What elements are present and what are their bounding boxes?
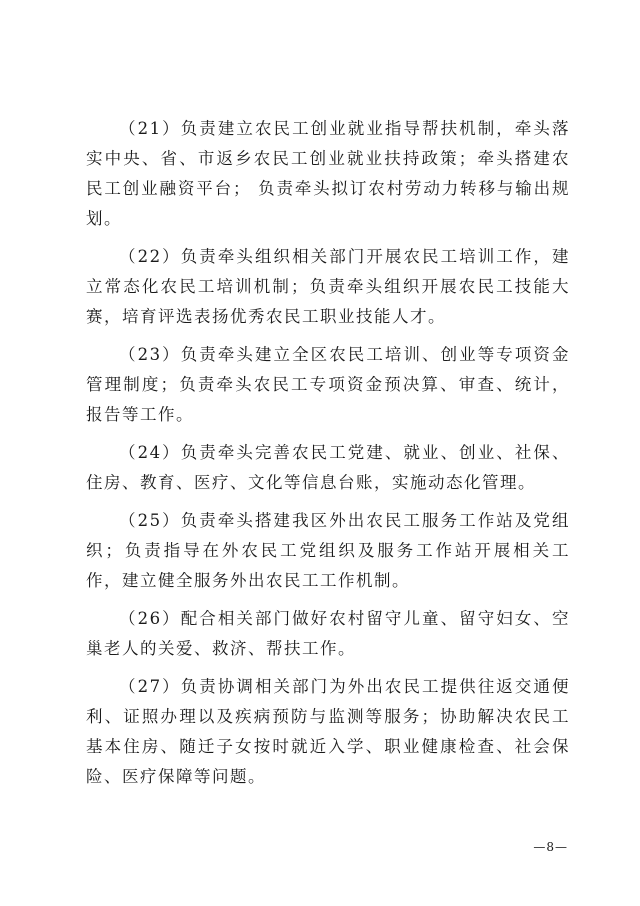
paragraph-21: （21）负责建立农民工创业就业指导帮扶机制，牵头落实中央、省、市返乡农民工创业就业扶持政策；牵头搭建农民工创业融资平台； 负责牵头拟订农村劳动力转移与输出规划。 <box>86 119 570 228</box>
paragraph-23: （23）负责牵头建立全区农民工培训、创业等专项资金管理制度；负责牵头农民工专项资金预决算、审查、统计，报告等工作。 <box>86 345 570 424</box>
paragraph-27: （27）负责协调相关部门为外出农民工提供往返交通便利、证照办理以及疾病预防与监测等服务；协助解决农民工基本住房、随迁子女按时就近入学、职业健康检查、社会保险、医疗保障等问题。 <box>86 677 570 786</box>
paragraph-22: （22）负责牵头组织相关部门开展农民工培训工作，建立常态化农民工培训机制；负责牵头组织开展农民工技能大赛，培育评选表扬优秀农民工职业技能人才。 <box>86 247 570 326</box>
paragraph-24: （24）负责牵头完善农民工党建、就业、创业、社保、住房、教育、医疗、文化等信息台账，实施动态化管理。 <box>86 443 570 492</box>
paragraph-25: （25）负责牵头搭建我区外出农民工服务工作站及党组织；负责指导在外农民工党组织及服务工作站开展相关工作，建立健全服务外出农民工工作机制。 <box>86 511 570 590</box>
document-body <box>86 114 570 800</box>
paragraph-26: （26）配合相关部门做好农村留守儿童、留守妇女、空巢老人的关爱、救济、帮扶工作。 <box>86 609 570 658</box>
page-number: —8— <box>533 840 568 854</box>
